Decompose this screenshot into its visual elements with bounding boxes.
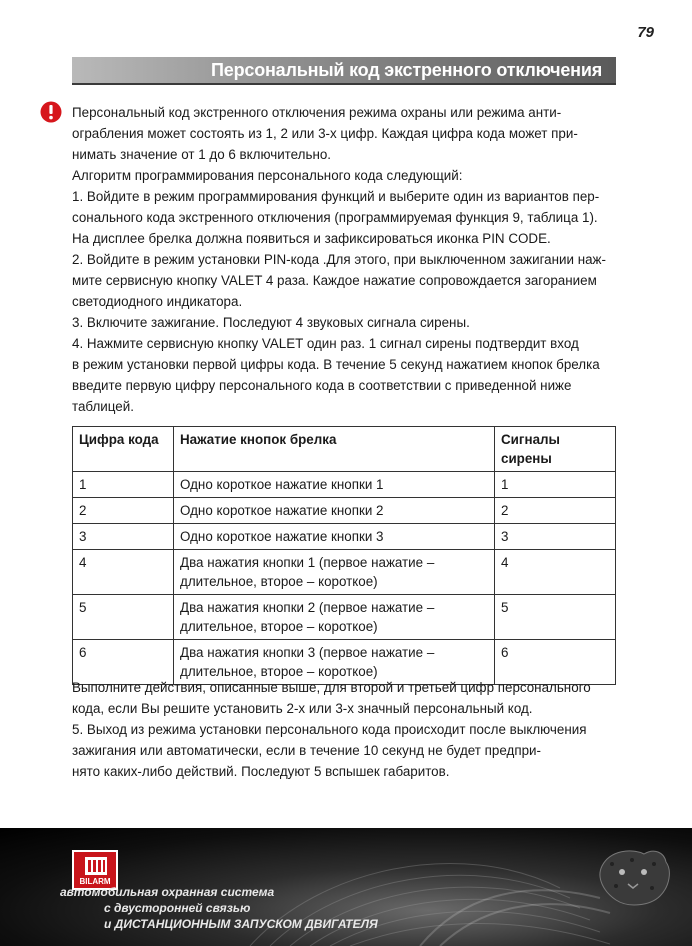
intro-text: [72, 102, 616, 417]
cell-digit: 1: [73, 472, 174, 498]
cell-press: [174, 498, 495, 524]
code-table: [72, 426, 616, 685]
header-press: Нажатие кнопок брелка: [174, 427, 495, 472]
warning-icon: [40, 101, 62, 123]
text-line: 4. Нажмите сервисную кнопку VALET один раз. 1 сигнал сирены подтвердит вход: [72, 336, 579, 351]
text-line: таблицей.: [72, 399, 134, 414]
text-line: 3. Включите зажигание. Последуют 4 звуковых сигнала сирены.: [72, 315, 470, 330]
text-line: Алгоритм программирования персонального кода следующий:: [72, 168, 463, 183]
text-line: мите сервисную кнопку VALET 4 раза. Каждое нажатие сопровождается загоранием: [72, 273, 597, 288]
text-line: 1. Войдите в режим программирования функций и выберите один из вариантов пер-: [72, 189, 600, 204]
page-number: 79: [637, 24, 654, 41]
cell-digit: 4: [73, 550, 174, 595]
cell-press-line: Одно короткое нажатие кнопки 1: [180, 477, 384, 492]
cell-press-line: Одно короткое нажатие кнопки 2: [180, 503, 384, 518]
table-row: [73, 472, 616, 498]
tagline-line: с двусторонней связью: [104, 901, 251, 915]
cell-digit: 3: [73, 524, 174, 550]
footer-banner: [0, 828, 692, 946]
header-digit: Цифра кода: [73, 427, 174, 472]
section-title-bar: [72, 57, 616, 85]
text-line: зажигания или автоматически, если в течение 10 секунд не будет предпри-: [72, 743, 541, 758]
cell-press: [174, 550, 495, 595]
tagline-line: и ДИСТАНЦИОННЫМ ЗАПУСКОМ ДВИГАТЕЛЯ: [104, 917, 378, 931]
table-row: [73, 595, 616, 640]
cell-press-line: Два нажатия кнопки 3 (первое нажатие –: [180, 645, 435, 660]
text-line: кода, если Вы решите установить 2-х или 3-х значный персональный код.: [72, 701, 533, 716]
cell-signals: 2: [495, 498, 616, 524]
cell-digit: 2: [73, 498, 174, 524]
cell-digit: 5: [73, 595, 174, 640]
cell-press: [174, 595, 495, 640]
table-row: [73, 498, 616, 524]
table-row: [73, 550, 616, 595]
text-line: сонального кода экстренного отключения (программируемая функция 9, таблица 1).: [72, 210, 598, 225]
cell-signals: 6: [495, 640, 616, 685]
text-line: Персональный код экстренного отключения режима охраны или режима анти-: [72, 105, 562, 120]
cell-signals: 1: [495, 472, 616, 498]
leopard-head-icon: [592, 846, 674, 908]
logo-text: BILARM: [79, 877, 111, 886]
cell-press-line: длительное, второе – короткое): [180, 574, 378, 589]
header-signals: Сигналы сирены: [495, 427, 616, 472]
text-line: нято каких-либо действий. Последуют 5 вспышек габаритов.: [72, 764, 450, 779]
tagline: [60, 884, 378, 932]
cell-press-line: длительное, второе – короткое): [180, 664, 378, 679]
tagline-line: автомобильная охранная система: [60, 885, 275, 899]
cell-press-line: Два нажатия кнопки 2 (первое нажатие –: [180, 600, 435, 615]
text-line: Выполните действия, описанные выше, для второй и третьей цифр персонального: [72, 680, 591, 695]
text-line: введите первую цифру персонального кода в соответствии с приведенной ниже: [72, 378, 572, 393]
text-line: ограбления может состоять из 1, 2 или 3-х цифр. Каждая цифра кода может при-: [72, 126, 578, 141]
outro-text: [72, 677, 616, 782]
table-header-row: [73, 427, 616, 472]
cell-press-line: Одно короткое нажатие кнопки 3: [180, 529, 384, 544]
text-line: нимать значение от 1 до 6 включительно.: [72, 147, 332, 162]
text-line: в режим установки первой цифры кода. В течение 5 секунд нажатием кнопок брелка: [72, 357, 600, 372]
text-line: светодиодного индикатора.: [72, 294, 243, 309]
logo-emblem-icon: [85, 857, 107, 875]
text-line: 2. Войдите в режим установки PIN-кода .Для этого, при выключенном зажигании наж-: [72, 252, 606, 267]
text-line: 5. Выход из режима установки персонального кода происходит после выключения: [72, 722, 587, 737]
section-title: Персональный код экстренного отключения: [211, 60, 602, 80]
cell-digit: 6: [73, 640, 174, 685]
cell-press: [174, 472, 495, 498]
text-line: На дисплее брелка должна появиться и зафиксироваться иконка PIN CODE.: [72, 231, 551, 246]
table-row: [73, 524, 616, 550]
cell-signals: 5: [495, 595, 616, 640]
cell-signals: 4: [495, 550, 616, 595]
cell-press: [174, 524, 495, 550]
cell-press-line: длительное, второе – короткое): [180, 619, 378, 634]
cell-press-line: Два нажатия кнопки 1 (первое нажатие –: [180, 555, 435, 570]
cell-signals: 3: [495, 524, 616, 550]
